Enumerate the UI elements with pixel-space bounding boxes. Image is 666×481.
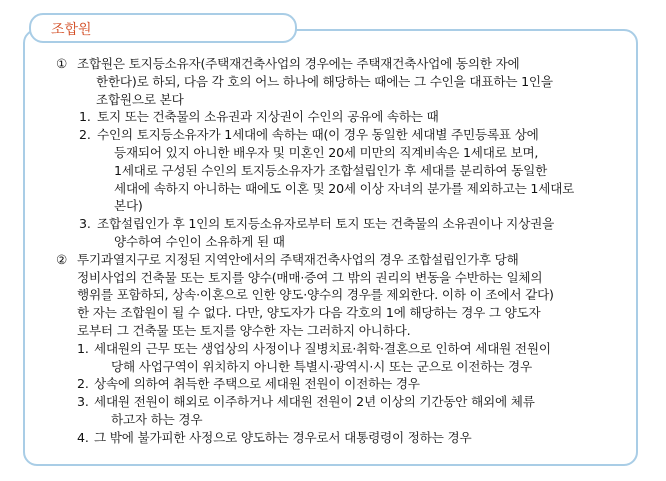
item-text-line: 당해 사업구역이 위치하지 아니한 특별시·광역시·시 또는 군으로 이전하는 경우	[111, 358, 532, 374]
title-tab	[29, 13, 297, 43]
clause-text-line: 한 자는 조합원이 될 수 없다. 다만, 양도자가 다음 각호의 1에 해당하는 경우 그 양도자	[77, 305, 541, 321]
list-item	[56, 393, 638, 429]
item-text-line: 양수하여 수인이 소유하게 된 때	[114, 233, 285, 249]
clause-text-line: 조합원은 토지등소유자(주택재건축사업의 경우에는 주택재건축사업에 동의한 자에	[77, 56, 520, 71]
clause-2	[56, 251, 638, 340]
item-text-line: 수인의 토지등소유자가 1세대에 속하는 때(이 경우 동일한 세대별 주민등록표 상에	[97, 127, 539, 143]
item-text-line: 토지 또는 건축물의 소유권과 지상권이 수인의 공유에 속하는 때	[97, 109, 439, 125]
clause-text-line: 행위를 포함하되, 상속·이혼으로 인한 양도·양수의 경우를 제외한다. 이하 이 조에서 같다)	[77, 287, 554, 303]
clause-text-line: 로부터 그 건축물 또는 토지를 양수한 자는 그러하지 아니하다.	[77, 322, 411, 338]
list-item	[56, 340, 638, 376]
item-number: 1.	[79, 109, 91, 125]
item-number: 4.	[77, 429, 89, 445]
clause-text-line: 한한다)로 하되, 다음 각 호의 어느 하나에 해당하는 때에는 그 수인을 대표하는 1인을	[96, 73, 553, 89]
item-text-line: 세대원의 근무 또는 생업상의 사정이나 질병치료·취학·결혼으로 인하여 세대원 전원이	[94, 340, 551, 356]
list-item	[56, 429, 638, 447]
list-item	[56, 108, 638, 126]
list-item	[56, 215, 638, 251]
item-number: 3.	[79, 216, 91, 232]
item-text-line: 조합설립인가 후 1인의 토지등소유자로부터 토지 또는 건축물의 소유권이나 지상권을	[97, 216, 555, 232]
clause-marker: ②	[56, 251, 68, 267]
item-text-line: 본다)	[114, 198, 143, 214]
item-number: 1.	[77, 340, 89, 356]
document-body	[56, 55, 638, 447]
item-number: 2.	[77, 376, 89, 392]
clause-text-line: 정비사업의 건축물 또는 토지를 양수(매매·증여 그 밖의 권리의 변동을 수반하는 일체의	[77, 269, 543, 285]
list-item	[56, 375, 638, 393]
clause-marker: ①	[56, 56, 68, 71]
item-text-line: 하고자 하는 경우	[111, 411, 203, 427]
clause-text-line: 투기과열지구로 지정된 지역안에서의 주택재건축사업의 경우 조합설립인가후 당해	[77, 251, 519, 267]
list-item	[56, 126, 638, 215]
item-text-line: 1세대로 구성된 수인의 토지등소유자가 조합설립인가 후 세대를 분리하여 동일한	[114, 162, 548, 178]
item-text-line: 등재되어 있지 아니한 배우자 및 미혼인 20세 미만의 직계비속은 1세대로 보며,	[114, 144, 539, 160]
item-number: 2.	[79, 127, 91, 143]
item-text-line: 세대에 속하지 아니하는 때에도 이혼 및 20세 이상 자녀의 분가를 제외하고는 1세대로	[114, 180, 575, 196]
item-text-line: 그 밖에 불가피한 사정으로 양도하는 경우로서 대통령령이 정하는 경우	[94, 429, 472, 445]
clause-text-line: 조합원으로 본다	[96, 91, 184, 107]
section-title: 조합원	[51, 22, 92, 38]
item-number: 3.	[77, 394, 89, 410]
item-text-line: 세대원 전원이 해외로 이주하거나 세대원 전원이 2년 이상의 기간동안 해외에 체류	[94, 394, 535, 410]
clause-1	[56, 55, 638, 108]
item-text-line: 상속에 의하여 취득한 주택으로 세대원 전원이 이전하는 경우	[94, 376, 420, 392]
